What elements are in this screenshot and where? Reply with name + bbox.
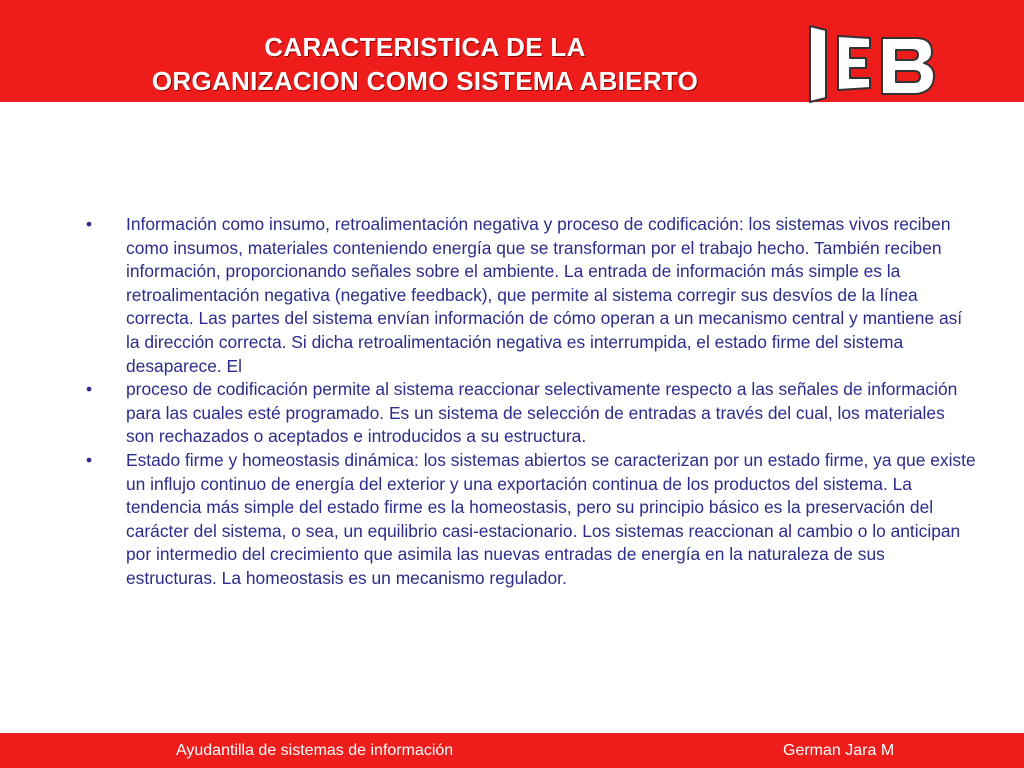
bullet-text: Información como insumo, retroalimentación negativa y proceso de codificación: los sistemas vivos reciben como insumos, materiales conteniendo energía que se transforman por el trabajo hecho. También reciben información, proporcionando señales sobre el ambiente. La entrada de información más simple es la retroalimentación negativa (negative feedback), que permite al sistema corregir sus desvíos de la línea correcta. Las partes del sistema envían información de cómo operan a un mecanismo central y mantiene así la dirección correcta. Si dicha retroalimentación negativa es interrumpida, el estado firme del sistema desaparece. El <box>126 214 963 376</box>
title-line-1: CARACTERISTICA DE LA <box>264 32 586 62</box>
bullet-text: proceso de codificación permite al sistema reaccionar selectivamente respecto a las señales de información para las cuales esté programado. Es un sistema de selección de entradas a través del cual, los materiales son rechazados o aceptados e introducidos a su estructura. <box>126 379 958 447</box>
footer-course: Ayudantilla de sistemas de información <box>176 742 454 759</box>
slide-title <box>60 30 790 98</box>
bullet-symbol: • <box>86 379 93 400</box>
bullet-item <box>86 378 976 449</box>
footer-bar <box>0 733 1024 768</box>
ieb-logo <box>808 22 940 104</box>
header-bar <box>0 0 1024 102</box>
bullet-item <box>86 213 976 378</box>
bullet-item <box>86 449 976 591</box>
bullet-symbol: • <box>86 449 93 470</box>
slide-body <box>86 213 976 591</box>
bullet-symbol: • <box>86 214 93 234</box>
title-line-2: ORGANIZACION COMO SISTEMA ABIERTO <box>151 66 699 96</box>
bullet-text: Estado firme y homeostasis dinámica: los sistemas abiertos se caracterizan por un estado firme, ya que existe un influjo continuo de energía del exterior y una exportación continua de los productos del sistema. La tendencia más simple del estado firme es la homeostasis, pero su principio básico es la preservación del carácter del sistema, o sea, un equilibrio casi-estacionario. Los sistemas reaccionan al cambio o lo anticipan por intermedio del crecimiento que asimila las nuevas entradas de energía en la naturaleza de sus estructuras. La homeostasis es un mecanismo regulador. <box>126 449 976 588</box>
footer-author: German Jara M <box>783 742 895 759</box>
